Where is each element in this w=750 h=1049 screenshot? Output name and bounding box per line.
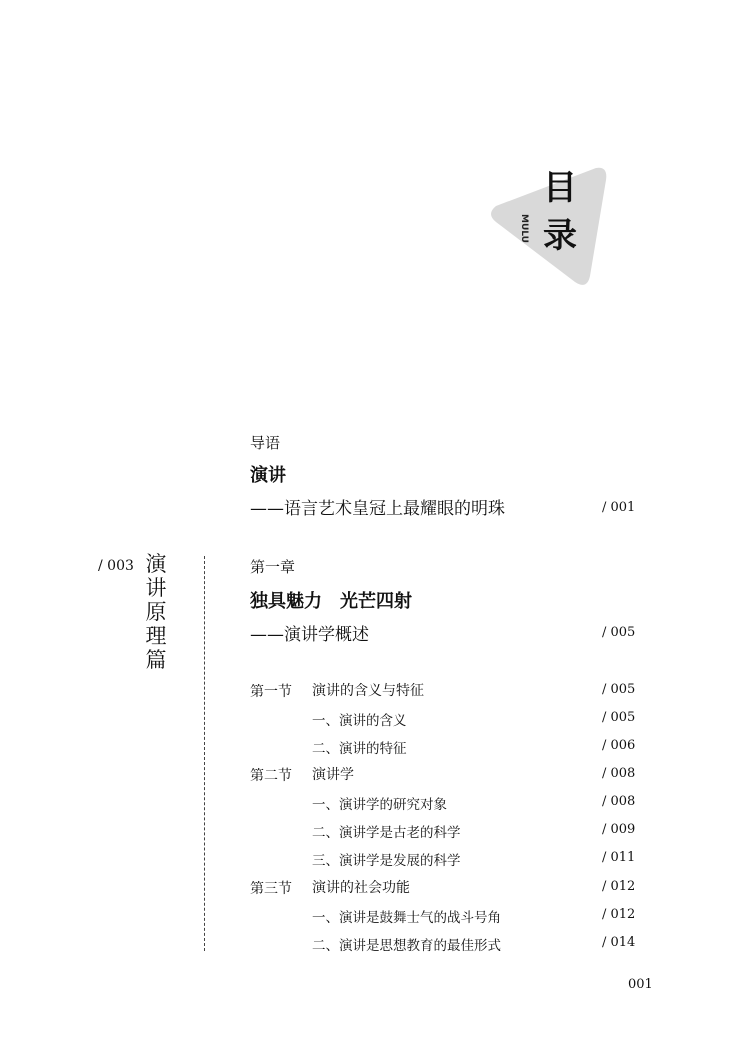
entry-section: 第二节	[250, 768, 292, 784]
entry-page: / 012	[602, 907, 636, 922]
entry-section: 第一节	[250, 684, 292, 700]
chapter-title: 独具魅力 光芒四射	[250, 591, 412, 612]
chapter-subtitle: ——演讲学概述	[250, 625, 369, 645]
part-page: / 003	[98, 558, 134, 574]
toc-title-char-2: 录	[543, 216, 577, 256]
entry-text: 一、演讲的含义	[312, 713, 407, 729]
entry-section: 第三节	[250, 881, 292, 897]
chapter-page: / 005	[602, 625, 636, 640]
toc-title-char-1: 目	[543, 168, 577, 208]
entry-text: 二、演讲学是古老的科学	[312, 825, 461, 841]
entry-text: 演讲的社会功能	[312, 880, 410, 896]
entry-page: / 008	[602, 794, 636, 809]
entry-page: / 009	[602, 822, 636, 837]
part-title: 演讲原理篇	[145, 552, 167, 672]
entry-text: 一、演讲是鼓舞士气的战斗号角	[312, 910, 501, 926]
intro-subtitle: ——语言艺术皇冠上最耀眼的明珠	[250, 499, 505, 519]
entry-text: 一、演讲学的研究对象	[312, 797, 447, 813]
entry-page: / 005	[602, 682, 636, 697]
entry-page: / 008	[602, 766, 636, 781]
entry-text: 三、演讲学是发展的科学	[312, 853, 461, 869]
toc-title-latin: MULU	[519, 214, 529, 243]
entry-text: 演讲的含义与特征	[312, 683, 424, 699]
entry-text: 演讲学	[312, 767, 354, 783]
entry-page: / 011	[602, 850, 636, 865]
entry-page: / 012	[602, 879, 636, 894]
intro-label: 导语	[250, 434, 281, 452]
dashed-divider	[204, 556, 205, 951]
intro-page: / 001	[602, 500, 636, 515]
chapter-label: 第一章	[250, 558, 296, 576]
entry-text: 二、演讲是思想教育的最佳形式	[312, 938, 501, 954]
entry-text: 二、演讲的特征	[312, 741, 407, 757]
entry-page: / 014	[602, 935, 636, 950]
intro-title: 演讲	[250, 465, 286, 486]
entry-page: / 005	[602, 710, 636, 725]
footer-page-number: 001	[628, 977, 653, 992]
entry-page: / 006	[602, 738, 636, 753]
